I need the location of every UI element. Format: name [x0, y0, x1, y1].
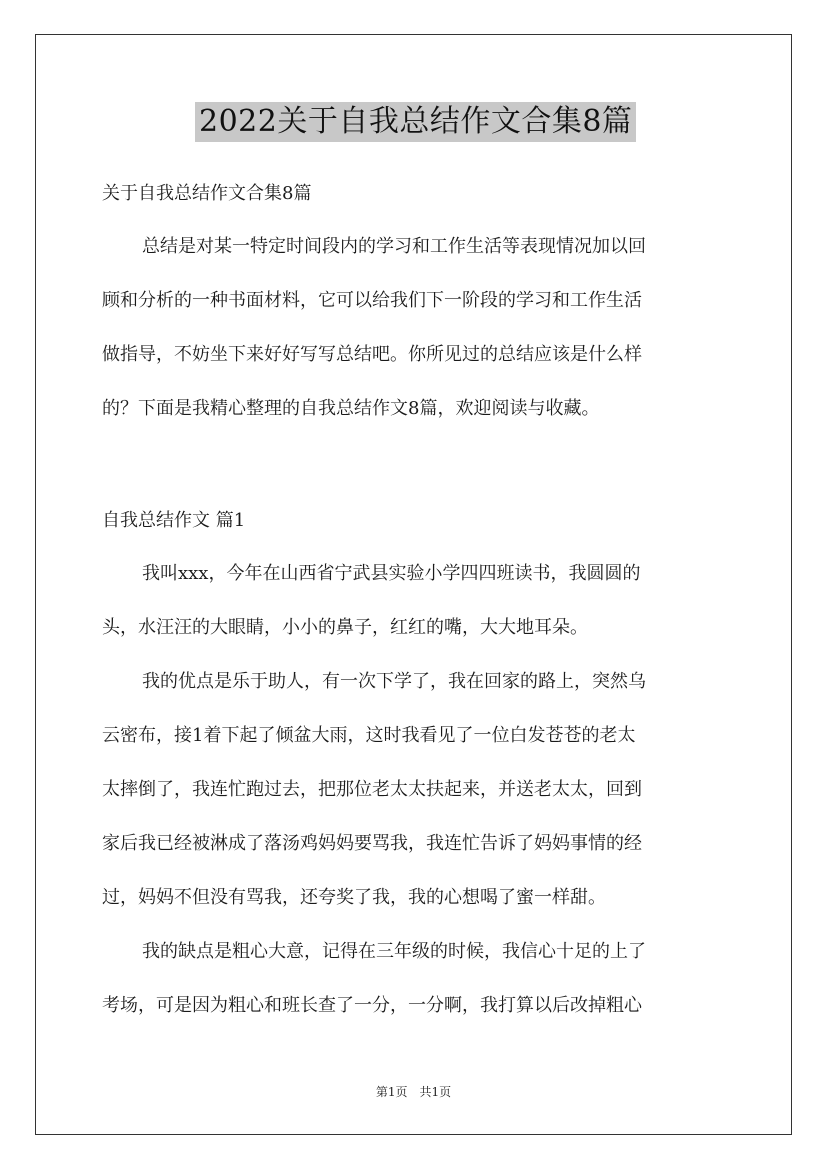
- paragraph-line: 太摔倒了，我连忙跑过去，把那位老太太扶起来，并送老太太，回到: [102, 779, 642, 800]
- paragraph-line: 我叫xxx，今年在山西省宁武县实验小学四四班读书，我圆圆的: [142, 563, 641, 584]
- page-total: 共1页: [419, 1085, 452, 1099]
- paragraph-line: 做指导，不妨坐下来好好写写总结吧。你所见过的总结应该是什么样: [102, 344, 642, 365]
- section-heading: 自我总结作文 篇1: [102, 510, 246, 531]
- paragraph-line: 我的优点是乐于助人，有一次下学了，我在回家的路上，突然乌: [142, 671, 646, 692]
- paragraph-line: 家后我已经被淋成了落汤鸡妈妈要骂我，我连忙告诉了妈妈事情的经: [102, 833, 642, 854]
- paragraph-line: 的？下面是我精心整理的自我总结作文8篇，欢迎阅读与收藏。: [102, 398, 600, 419]
- paragraph-line: 云密布，接1着下起了倾盆大雨，这时我看见了一位白发苍苍的老太: [102, 725, 636, 746]
- paragraph-line: 过，妈妈不但没有骂我，还夸奖了我，我的心想喝了蜜一样甜。: [102, 887, 606, 908]
- document-subtitle: 关于自我总结作文合集8篇: [102, 183, 312, 204]
- paragraph-line: 顾和分析的一种书面材料，它可以给我们下一阶段的学习和工作生活: [102, 290, 642, 311]
- paragraph-line: 考场，可是因为粗心和班长查了一分，一分啊，我打算以后改掉粗心: [102, 995, 642, 1016]
- section1-paragraph-2: [102, 668, 730, 938]
- section1-paragraph-3: [102, 938, 730, 1046]
- section1-paragraph-1: [102, 560, 730, 668]
- document-title: 2022关于自我总结作文合集8篇: [195, 102, 636, 142]
- paragraph-line: 总结是对某一特定时间段内的学习和工作生活等表现情况加以回: [142, 236, 646, 257]
- page-footer: [0, 1084, 827, 1100]
- paragraph-line: 我的缺点是粗心大意，记得在三年级的时候，我信心十足的上了: [142, 941, 646, 962]
- intro-paragraph: [102, 233, 730, 449]
- paragraph-line: 头，水汪汪的大眼睛，小小的鼻子，红红的嘴，大大地耳朵。: [102, 617, 588, 638]
- page-number: 第1页: [375, 1085, 408, 1099]
